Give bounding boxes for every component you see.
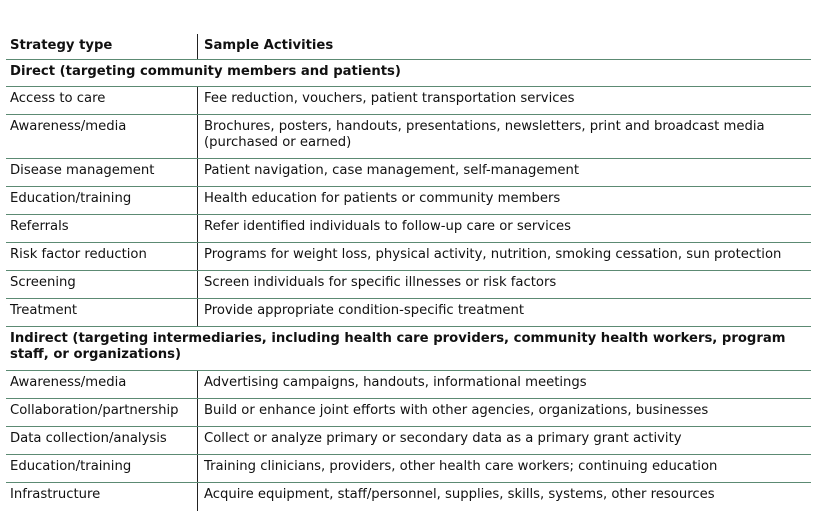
sample-activities-cell: Screen individuals for specific illnesses or risk factors (204, 275, 557, 290)
column-header-strategy-type: Strategy type (6, 34, 198, 59)
sample-activities-cell: Advertising campaigns, handouts, informational meetings (204, 375, 587, 390)
strategy-type-cell: Referrals (6, 215, 198, 242)
strategy-type-cell: Treatment (6, 299, 198, 326)
sample-activities-cell: Training clinicians, providers, other health care workers; continuing education (204, 459, 718, 474)
table-row (6, 187, 811, 215)
strategy-type-cell: Disease management (6, 159, 198, 186)
column-header-sample-activities: Sample Activities (204, 38, 334, 53)
section-title: Indirect (targeting intermediaries, including health care providers, community health workers, program staff, or organizations) (10, 331, 786, 362)
sample-activities-cell: Patient navigation, case management, self-management (204, 163, 580, 178)
sample-activities-cell: Build or enhance joint efforts with other agencies, organizations, businesses (204, 403, 709, 418)
table-row (6, 427, 811, 455)
table-row (6, 455, 811, 483)
sample-activities-cell: Health education for patients or community members (204, 191, 561, 206)
table-row (6, 215, 811, 243)
strategy-type-cell: Collaboration/partnership (6, 399, 198, 426)
table-row (6, 271, 811, 299)
sample-activities-cell: Refer identified individuals to follow-up care or services (204, 219, 572, 234)
sample-activities-cell: Fee reduction, vouchers, patient transportation services (204, 91, 575, 106)
table-row (6, 87, 811, 115)
table-row (6, 243, 811, 271)
section-title: Direct (targeting community members and patients) (10, 64, 401, 79)
sample-activities-cell: Programs for weight loss, physical activity, nutrition, smoking cessation, sun protection (204, 247, 782, 262)
table-row (6, 483, 811, 511)
section-header-direct (6, 60, 811, 87)
strategy-type-cell: Data collection/analysis (6, 427, 198, 454)
sample-activities-cell: Acquire equipment, staff/personnel, supplies, skills, systems, other resources (204, 487, 715, 502)
strategy-table (6, 34, 811, 511)
table-header-row (6, 34, 811, 60)
strategy-type-cell: Awareness/media (6, 115, 198, 158)
sample-activities-cell: Collect or analyze primary or secondary data as a primary grant activity (204, 431, 682, 446)
table-row (6, 371, 811, 399)
strategy-type-cell: Education/training (6, 455, 198, 482)
table-row (6, 159, 811, 187)
table-row (6, 299, 811, 327)
strategy-type-cell: Awareness/media (6, 371, 198, 398)
strategy-type-cell: Access to care (6, 87, 198, 114)
table-row (6, 115, 811, 159)
strategy-type-cell: Risk factor reduction (6, 243, 198, 270)
strategy-type-cell: Infrastructure (6, 483, 198, 511)
strategy-type-cell: Screening (6, 271, 198, 298)
sample-activities-cell: Brochures, posters, handouts, presentations, newsletters, print and broadcast media (purchased or earned) (204, 119, 765, 150)
strategy-type-cell: Education/training (6, 187, 198, 214)
section-header-indirect (6, 327, 811, 371)
sample-activities-cell: Provide appropriate condition-specific treatment (204, 303, 525, 318)
table-row (6, 399, 811, 427)
